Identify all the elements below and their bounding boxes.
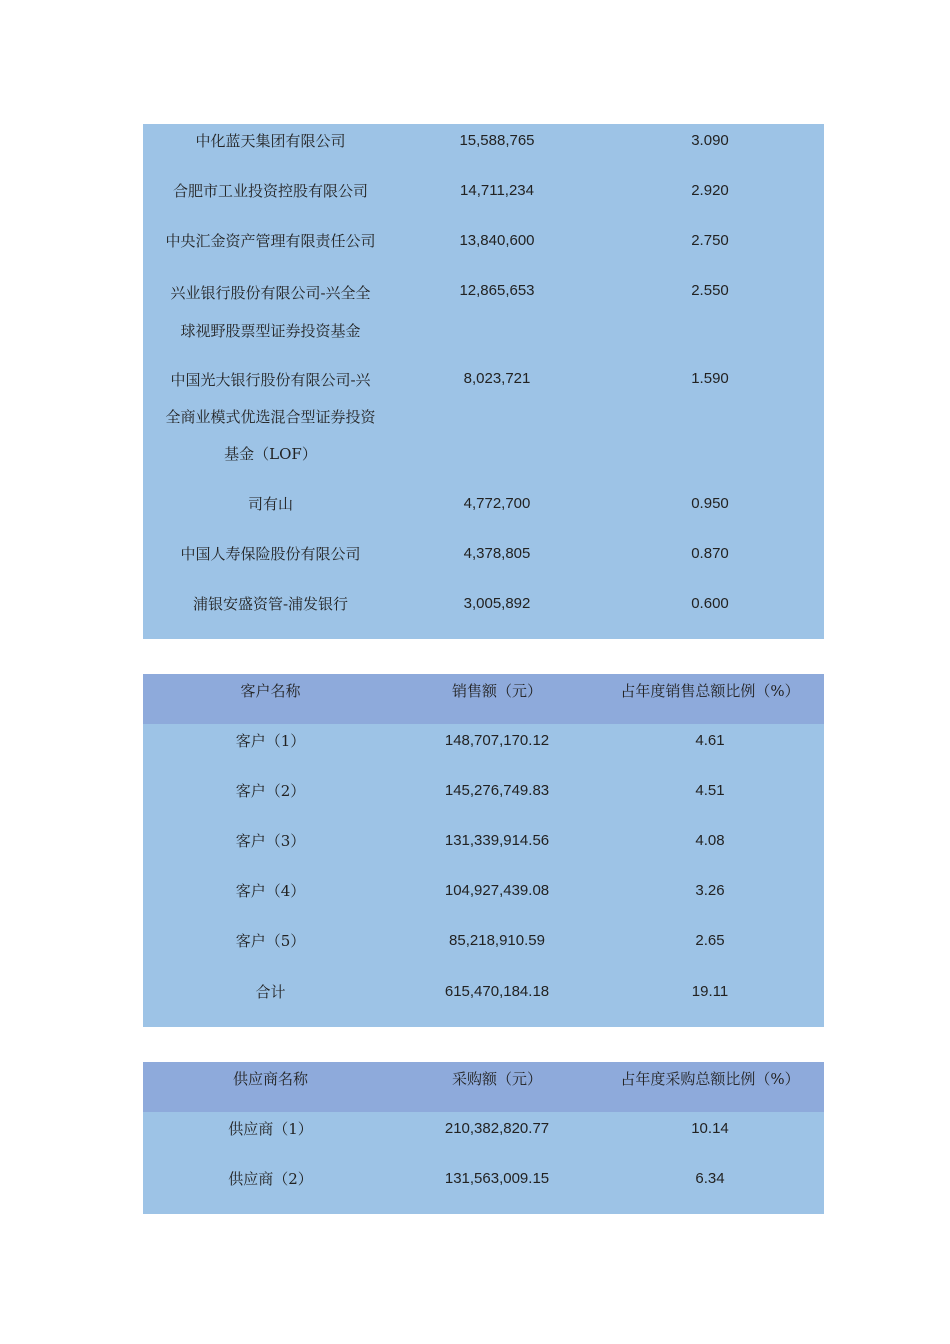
shareholder-name: 司有山 xyxy=(247,495,293,513)
table-header xyxy=(143,1062,824,1112)
table-row xyxy=(143,874,824,924)
shareholder-name: 中央汇金资产管理有限责任公司 xyxy=(165,232,376,250)
customer-amount: 145,276,749.83 xyxy=(444,782,550,799)
supplier-amount: 131,563,009.15 xyxy=(444,1170,550,1187)
customer-ratio: 2.65 xyxy=(695,932,725,949)
shareholder-name-line: 全商业模式优选混合型证券投资 xyxy=(165,408,376,426)
header-sales-ratio: 占年度销售总额比例（%） xyxy=(620,682,800,700)
shareholder-ratio: 0.950 xyxy=(691,495,729,512)
customer-name: 客户（1） xyxy=(235,732,306,750)
supplier-amount: 210,382,820.77 xyxy=(444,1120,550,1137)
header-customer-name: 客户名称 xyxy=(240,682,301,700)
supplier-name: 供应商（1） xyxy=(228,1120,313,1138)
customer-table xyxy=(143,674,824,1027)
customer-name: 客户（3） xyxy=(235,832,306,850)
shareholder-name-line: 兴业银行股份有限公司-兴全全 xyxy=(170,284,371,302)
table-row xyxy=(143,362,824,487)
header-supplier-name: 供应商名称 xyxy=(232,1070,308,1088)
shareholder-ratio: 0.600 xyxy=(691,595,729,612)
supplier-ratio: 10.14 xyxy=(691,1120,729,1137)
shareholder-shares: 4,772,700 xyxy=(463,495,531,512)
shareholder-shares: 13,840,600 xyxy=(459,232,535,249)
shareholder-name xyxy=(143,274,398,362)
shareholder-ratio: 3.090 xyxy=(691,132,729,149)
customer-ratio: 4.51 xyxy=(695,782,725,799)
customer-ratio: 3.26 xyxy=(695,882,725,899)
customer-amount: 131,339,914.56 xyxy=(444,832,550,849)
customer-total-label: 合计 xyxy=(255,983,286,1001)
shareholder-name: 中化蓝天集团有限公司 xyxy=(195,132,346,150)
shareholder-name: 浦银安盛资管-浦发银行 xyxy=(192,595,349,613)
table-row xyxy=(143,1112,824,1162)
table-row xyxy=(143,124,824,174)
customer-amount: 85,218,910.59 xyxy=(449,932,545,949)
customer-name: 客户（5） xyxy=(235,932,306,950)
table-row xyxy=(143,1162,824,1214)
shareholder-ratio: 0.870 xyxy=(691,545,729,562)
shareholder-shares: 15,588,765 xyxy=(459,132,535,149)
table-row xyxy=(143,224,824,274)
customer-name: 客户（2） xyxy=(235,782,306,800)
shareholder-name xyxy=(143,362,398,487)
header-purchase-ratio: 占年度采购总额比例（%） xyxy=(620,1070,800,1088)
header-sales-amount: 销售额（元） xyxy=(451,682,542,700)
table-row xyxy=(143,174,824,224)
shareholder-ratio: 1.590 xyxy=(691,370,729,387)
table-row xyxy=(143,774,824,824)
supplier-table xyxy=(143,1062,824,1214)
table-row xyxy=(143,587,824,639)
customer-total-amount: 615,470,184.18 xyxy=(444,983,550,1000)
table-row xyxy=(143,824,824,874)
shareholder-name-line: 基金（LOF） xyxy=(224,445,317,463)
shareholder-name-line: 球视野股票型证券投资基金 xyxy=(180,322,361,340)
shareholder-name: 中国人寿保险股份有限公司 xyxy=(180,545,361,563)
table-row xyxy=(143,487,824,537)
table-row-total xyxy=(143,975,824,1027)
shareholder-shares: 4,378,805 xyxy=(463,545,531,562)
table-row xyxy=(143,924,824,975)
shareholder-ratio: 2.550 xyxy=(691,282,729,299)
shareholder-shares: 8,023,721 xyxy=(463,370,531,387)
supplier-ratio: 6.34 xyxy=(695,1170,725,1187)
shareholder-shares: 14,711,234 xyxy=(460,182,534,199)
customer-amount: 104,927,439.08 xyxy=(444,882,550,899)
supplier-name: 供应商（2） xyxy=(228,1170,313,1188)
shareholder-shares: 3,005,892 xyxy=(463,595,531,612)
customer-ratio: 4.08 xyxy=(695,832,725,849)
table-row xyxy=(143,274,824,362)
shareholder-ratio: 2.920 xyxy=(691,182,729,199)
shareholder-name: 合肥市工业投资控股有限公司 xyxy=(172,182,368,200)
shareholder-ratio: 2.750 xyxy=(691,232,729,249)
customer-amount: 148,707,170.12 xyxy=(444,732,550,749)
shareholder-shares: 12,865,653 xyxy=(459,282,535,299)
customer-name: 客户（4） xyxy=(235,882,306,900)
table-row xyxy=(143,724,824,774)
shareholder-name-line: 中国光大银行股份有限公司-兴 xyxy=(170,371,371,389)
table-header xyxy=(143,674,824,724)
customer-ratio: 4.61 xyxy=(695,732,725,749)
header-purchase-amount: 采购额（元） xyxy=(451,1070,542,1088)
shareholder-table xyxy=(143,124,824,639)
customer-total-ratio: 19.11 xyxy=(691,983,729,1000)
table-row xyxy=(143,537,824,587)
